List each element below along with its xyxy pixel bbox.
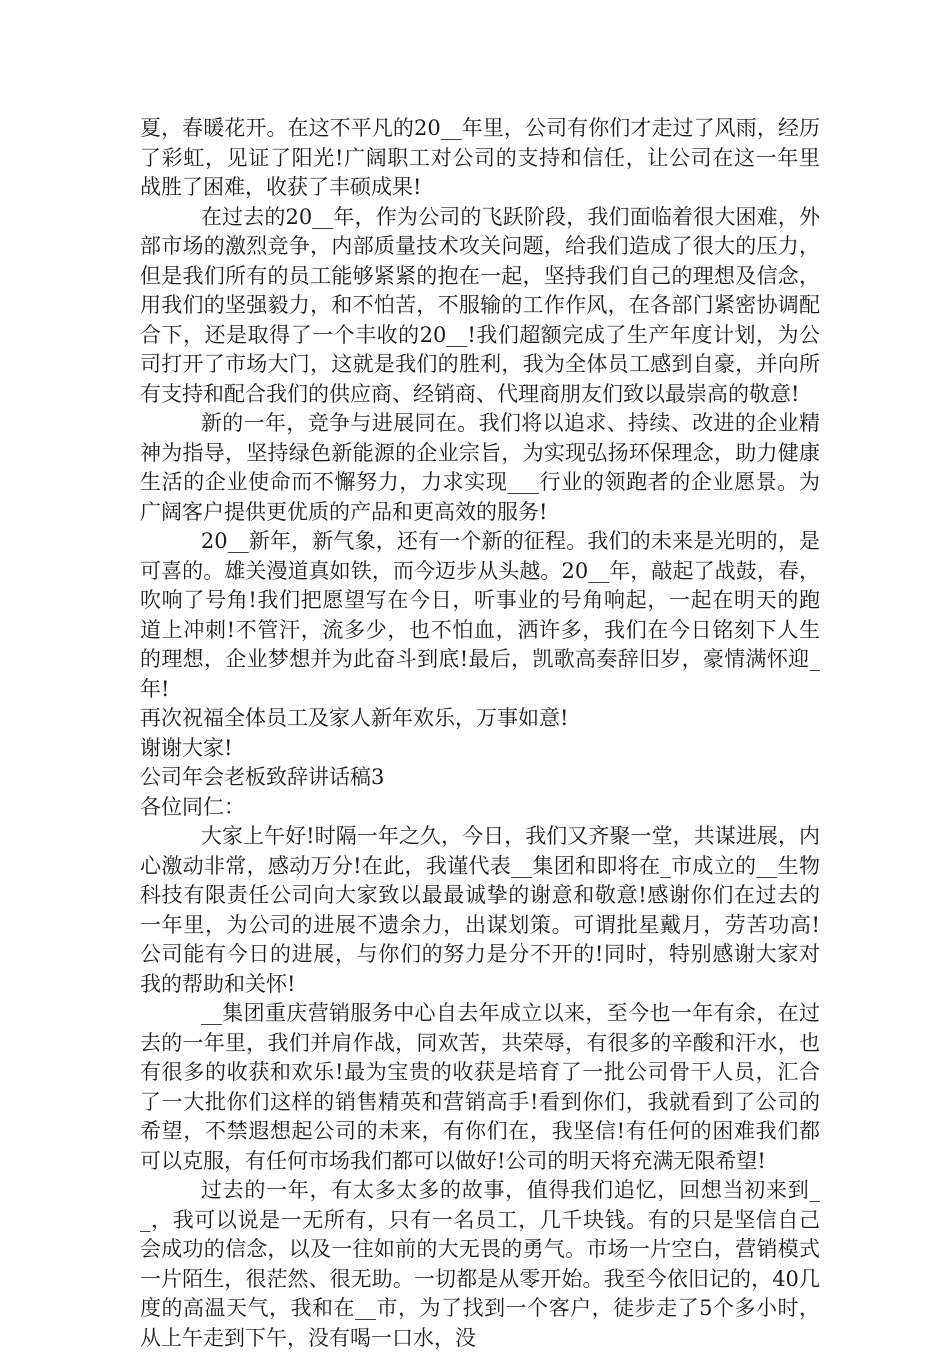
section-title: 公司年会老板致辞讲话稿3 [140,765,385,789]
paragraph: 在过去的20__年，作为公司的飞跃阶段，我们面临着很大困难，外部市场的激烈竞争，内部质量技术攻关问题，给我们造成了很大的压力，但是我们所有的员工能够紧紧的抱在一起，坚持我们自己的理想及信念，用我们的坚强毅力，和不怕苦，不服输的工作作风，在各部门紧密协调配合下，还是取得了一个丰收的20__!我们超额完成了生产年度计划，为公司打开了市场大门，这就是我们的胜利，我为全体员工感到自豪，并向所有支持和配合我们的供应商、经销商、代理商朋友们致以最崇高的敬意! [140,204,820,406]
paragraph: 大家上午好!时隔一年之久，今日，我们又齐聚一堂，共谋进展，内心激动非常，感动万分!在此，我谨代表__集团和即将在_市成立的__生物科技有限责任公司向大家致以最最诚挚的谢意和敬意!感谢你们在过去的一年里，为公司的进展不遗余力，出谋划策。可谓批星戴月，劳苦功高!公司能有今日的进展，与你们的努力是分不开的!同时，特别感谢大家对我的帮助和关怀! [140,824,820,996]
paragraph: 过去的一年，有太多太多的故事，值得我们追忆，回想当初来到__，我可以说是一无所有，只有一名员工，几千块钱。有的只是坚信自己会成功的信念，以及一往如前的大无畏的勇气。市场一片空白，营销模式一片陌生，很茫然、很无助。一切都是从零开始。我至今依旧记的，40几度的高温天气，我和在__市，为了找到一个客户，徒步走了5个多小时，从上午走到下午，没有喝一口水，没 [140,1178,820,1350]
paragraph: 20__新年，新气象，还有一个新的征程。我们的未来是光明的，是可喜的。雄关漫道真如铁，而今迈步从头越。20__年，敲起了战鼓，春，吹响了号角!我们把愿望写在今日，听事业的号角响起，一起在明天的跑道上冲刺!不管汗，流多少，也不怕血，洒许多，我们在今日铭刻下人生的理想，企业梦想并为此奋斗到底!最后，凯歌高奏辞旧岁，豪情满怀迎_年! [140,529,820,701]
paragraph: 夏，春暖花开。在这不平凡的20__年里，公司有你们才走过了风雨，经历了彩虹，见证了阳光!广阔职工对公司的支持和信任，让公司在这一年里战胜了困难，收获了丰硕成果! [140,116,820,199]
paragraph: 再次祝福全体员工及家人新年欢乐，万事如意! [140,706,569,730]
paragraph: 新的一年，竞争与进展同在。我们将以追求、持续、改进的企业精神为指导，坚持绿色新能源的企业宗旨，为实现弘扬环保理念，助力健康生活的企业使命而不懈努力，力求实现___行业的领跑者的企业愿景。为广阔客户提供更优质的产品和更高效的服务! [140,411,820,524]
paragraph: 谢谢大家! [140,735,233,760]
paragraph: __集团重庆营销服务中心自去年成立以来，至今也一年有余，在过去的一年里，我们并肩作战，同欢苦，共荣辱，有很多的辛酸和汗水，也有很多的收获和欢乐!最为宝贵的收获是培育了一批公司骨干人员，汇合了一大批你们这样的销售精英和营销高手!看到你们，我就看到了公司的希望，不禁遐想起公司的未来，有你们在，我坚信!有任何的困难我们都可以克服，有任何市场我们都可以做好!公司的明天将充满无限希望! [140,1001,820,1173]
document-body [140,114,820,1353]
salutation: 各位同仁： [140,794,245,819]
